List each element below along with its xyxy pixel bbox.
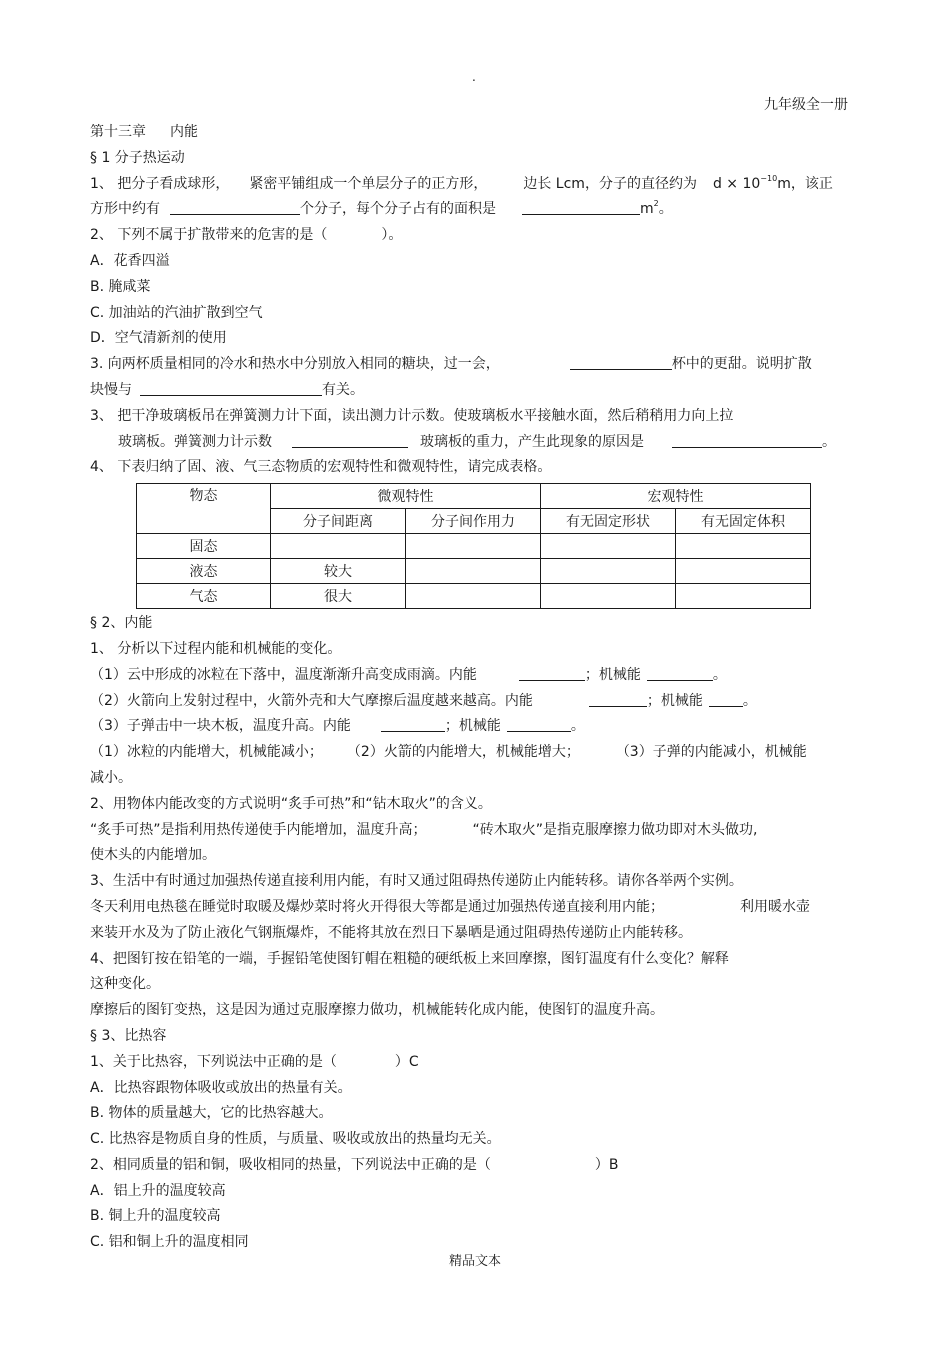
s2-question-4-line-1: 4、把图钉按在铅笔的一端，手握铅笔使图钉帽在粗糙的硬纸板上来回摩擦，图钉温度有什么变化？解释 [90,950,729,967]
table-subheader: 有无固定体积 [676,509,811,534]
answer-blank [522,199,640,215]
answer-blank [709,691,743,707]
answer-blank [507,716,571,732]
s2-question-1b: （2）火箭向上发射过程中，火箭外壳和大气摩擦后温度越来越高。内能 ；机械能 。 [90,692,757,709]
question-3b-line-2: 玻璃板。弹簧测力计示数 玻璃板的重力，产生此现象的原因是 。 [118,433,836,450]
question-3b-line-1: 3、 把干净玻璃板吊在弹簧测力计下面，读出测力计示数。使玻璃板水平接触水面，然后稍稍用力向上拉 [90,407,734,424]
option-c: C. 铝和铜上升的温度相同 [90,1234,249,1251]
chapter-title: 第十三章 内能 [90,124,198,140]
question-1-line-1: 1、 把分子看成球形， 紧密平铺组成一个单层分子的正方形， 边长 Lcm，分子的直径约为 $d \times 10^{-10}m$，该正 [90,173,833,192]
table-cell [676,534,811,559]
table-subheader: 分子间距离 [271,509,406,534]
table-row [137,559,811,584]
answer-blank [292,432,408,448]
s2-answer-1-line-2: 减小。 [90,769,132,786]
question-2-stem: 2、 下列不属于扩散带来的危害的是（ ）。 [90,227,403,244]
table-cell [406,559,541,584]
option-a: A．比热容跟物体吸收或放出的热量有关。 [90,1079,352,1096]
table-cell [541,559,676,584]
state-properties-table [136,483,811,609]
s2-answer-2-line-2: 使木头的内能增加。 [90,847,216,864]
table-cell: 很大 [271,584,406,609]
header-dot: . [472,70,476,84]
page-footer: 精品文本 [448,1254,501,1269]
table-row [137,584,811,609]
question-1-line-2: 方形中约有 个分子，每个分子占有的面积是 $m^2$。 [90,199,673,218]
table-cell [271,534,406,559]
s2-question-4-line-2: 这种变化。 [90,976,160,993]
table-cell: 气态 [137,584,271,609]
table-cell [406,534,541,559]
section-heading-3: § 3、比热容 [90,1027,167,1044]
answer-blank [381,716,445,732]
table-cell [676,559,811,584]
question-3-line-1: 3. 向两杯质量相同的冷水和热水中分别放入相同的糖块，过一会， 杯中的更甜。说明扩散 [90,356,812,373]
table-subheader: 有无固定形状 [541,509,676,534]
answer-blank [140,380,322,396]
s3-question-2-stem: 2、相同质量的铝和铜，吸收相同的热量，下列说法中正确的是（ ）B [90,1156,619,1173]
grade-label: 九年级全一册 [764,97,848,113]
section-heading-2: § 2、内能 [90,615,153,632]
option-d: D．空气清新剂的使用 [90,330,227,347]
table-cell [676,584,811,609]
table-row [137,534,811,559]
s2-question-3: 3、生活中有时通过加强热传递直接利用内能，有时又通过阻碍热传递防止内能转移。请你各举两个实例。 [90,873,743,890]
s2-answer-4: 摩擦后的图钉变热，这是因为通过克服摩擦力做功，机械能转化成内能，使图钉的温度升高。 [90,1002,664,1019]
s3-question-1-stem: 1、关于比热容，下列说法中正确的是（ ）C [90,1053,419,1070]
answer-blank [570,354,672,370]
option-c: C. 加油站的汽油扩散到空气 [90,304,263,321]
document-body [90,120,860,1256]
s2-answer-1-line-1: （1）冰粒的内能增大，机械能减小； （2）火箭的内能增大，机械能增大； （3）子弹的内能减小，机械能 [90,744,807,761]
option-c: C. 比热容是物质自身的性质，与质量、吸收或放出的热量均无关。 [90,1131,501,1148]
s2-question-1a: （1）云中形成的冰粒在下落中，温度渐渐升高变成雨滴。内能 ；机械能 。 [90,666,727,683]
option-b: B. 物体的质量越大，它的比热容越大。 [90,1105,333,1122]
answer-blank [519,665,585,681]
table-header-micro: 微观特性 [271,484,541,509]
option-a: A．铝上升的温度较高 [90,1182,226,1199]
table-cell: 液态 [137,559,271,584]
table-cell [406,584,541,609]
table-cell [541,584,676,609]
s2-question-2: 2、用物体内能改变的方式说明“炙手可热”和“钻木取火”的含义。 [90,795,492,812]
s2-question-1-stem: 1、 分析以下过程内能和机械能的变化。 [90,640,342,657]
table-cell: 固态 [137,534,271,559]
answer-blank [647,665,713,681]
option-b: B. 铜上升的温度较高 [90,1208,221,1225]
s2-answer-3-line-1: 冬天利用电热毯在睡觉时取暖及爆炒菜时将火开得很大等都是通过加强热传递直接利用内能； 利用暖水壶 [90,898,810,915]
answer-blank [170,199,300,215]
s2-answer-3-line-2: 来装开水及为了防止液化气钢瓶爆炸，不能将其放在烈日下暴晒是通过阻碍热传递防止内能转移。 [90,924,692,941]
option-a: A．花香四溢 [90,252,170,269]
table-cell [541,534,676,559]
section-heading-1: § 1 分子热运动 [90,149,185,166]
table-header-macro: 宏观特性 [541,484,811,509]
option-b: B. 腌咸菜 [90,278,151,295]
answer-blank [672,432,822,448]
s2-answer-2-line-1: “炙手可热”是指利用热传递使手内能增加，温度升高； “砖木取火”是指克服摩擦力做功即对木头做功, [90,821,758,838]
question-4-stem: 4、 下表归纳了固、液、气三态物质的宏观特性和微观特性，请完成表格。 [90,459,552,476]
question-3-line-2: 块慢与 有关。 [90,381,364,398]
table-subheader: 分子间作用力 [406,509,541,534]
table-cell: 较大 [271,559,406,584]
s2-question-1c: （3）子弹击中一块木板，温度升高。内能 ；机械能 。 [90,718,585,735]
table-header-state: 物态 [137,484,271,534]
answer-blank [589,691,647,707]
